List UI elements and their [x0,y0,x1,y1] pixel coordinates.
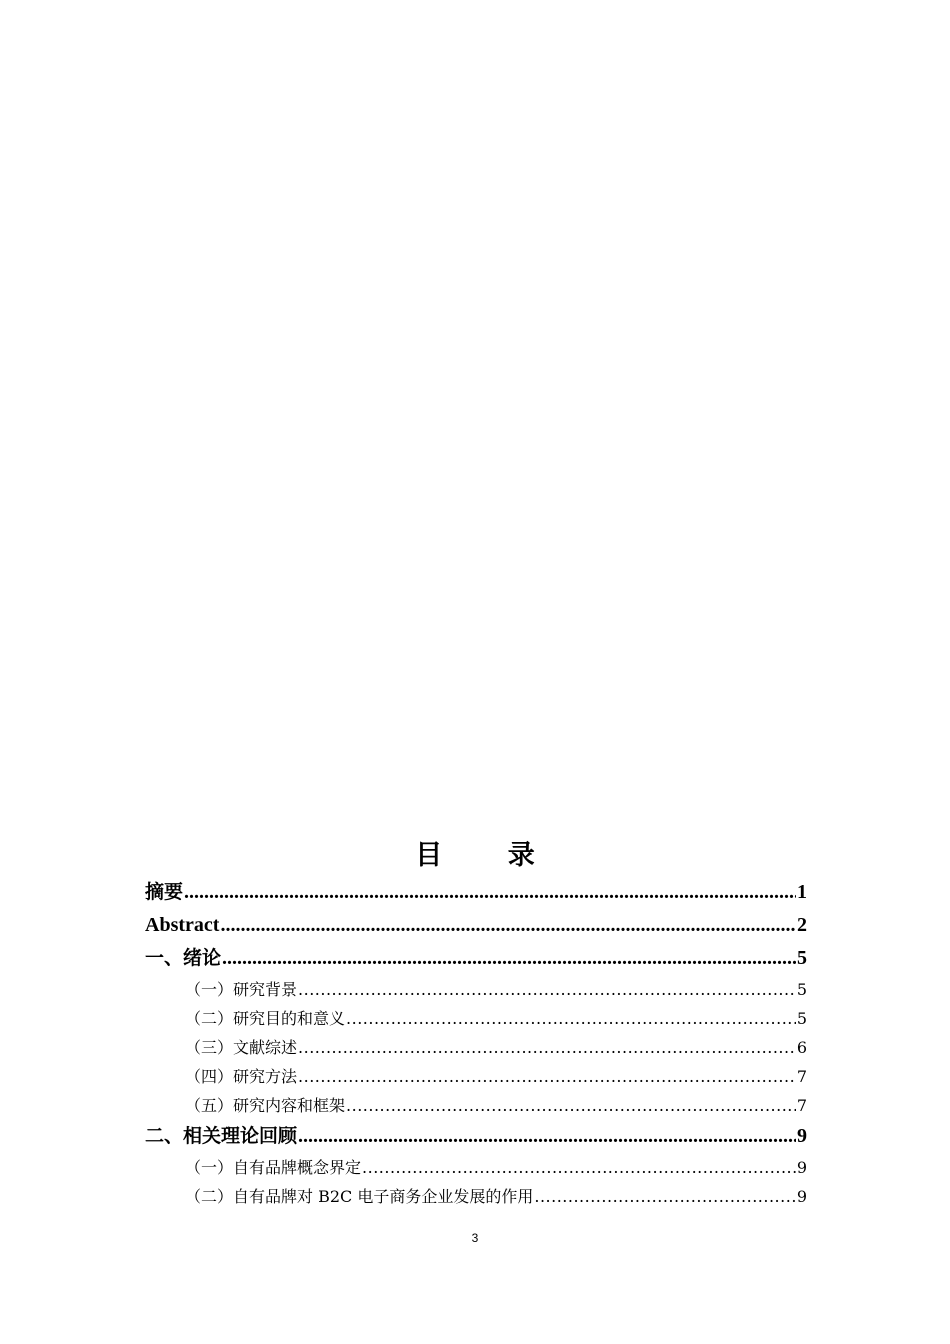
toc-entry-page: 9 [796,1158,807,1177]
toc-entry-label: （五）研究内容和框架 [185,1096,346,1115]
toc-entry-label: 二、相关理论回顾 [145,1125,298,1147]
toc-entry-label: Abstract [145,914,220,936]
toc-entry-chapter-2[interactable] [145,1120,807,1153]
toc-entry-section-2-2[interactable] [145,1182,807,1211]
toc-entry-label: 一、绪论 [145,947,222,969]
toc-entry-page: 9 [797,1125,807,1147]
toc-entry-abstract-cn[interactable] [145,876,807,909]
toc-leader-dots [298,1033,796,1062]
toc-entry-label: （四）研究方法 [185,1067,298,1086]
toc-entry-page: 7 [796,1096,807,1115]
toc-entry-label: （一）研究背景 [185,980,298,999]
table-of-contents [145,876,807,1211]
toc-entry-section-2-1[interactable] [145,1153,807,1182]
toc-leader-dots [222,942,796,975]
toc-leader-dots [346,1004,796,1033]
toc-leader-dots [298,975,796,1004]
toc-entry-label: （一）自有品牌概念界定 [185,1158,362,1177]
toc-entry-page: 6 [796,1038,807,1057]
toc-leader-dots [362,1153,796,1182]
toc-entry-page: 5 [797,947,807,969]
toc-entry-page: 2 [797,914,807,936]
toc-entry-section-1-2[interactable] [145,1004,807,1033]
page-number: 3 [471,1231,479,1245]
toc-entry-abstract-en[interactable] [145,909,807,942]
toc-leader-dots [298,1120,796,1153]
toc-leader-dots [346,1091,796,1120]
toc-entry-page: 5 [796,980,807,999]
toc-entry-page: 7 [796,1067,807,1086]
toc-entry-section-1-4[interactable] [145,1062,807,1091]
toc-leader-dots [534,1182,795,1211]
toc-title: 目 录 [415,840,563,871]
toc-leader-dots [220,909,796,942]
toc-entry-section-1-5[interactable] [145,1091,807,1120]
toc-entry-label: 摘要 [145,881,184,903]
toc-entry-section-1-1[interactable] [145,975,807,1004]
toc-entry-page: 5 [796,1009,807,1028]
toc-entry-chapter-1[interactable] [145,942,807,975]
toc-entry-label: （三）文献综述 [185,1038,298,1057]
toc-entry-page: 9 [796,1187,807,1206]
toc-entry-section-1-3[interactable] [145,1033,807,1062]
toc-entry-label: （二）自有品牌对 B2C 电子商务企业发展的作用 [185,1187,534,1206]
toc-leader-dots [184,876,796,909]
toc-leader-dots [298,1062,796,1091]
toc-entry-label: （二）研究目的和意义 [185,1009,346,1028]
toc-entry-page: 1 [797,881,807,903]
